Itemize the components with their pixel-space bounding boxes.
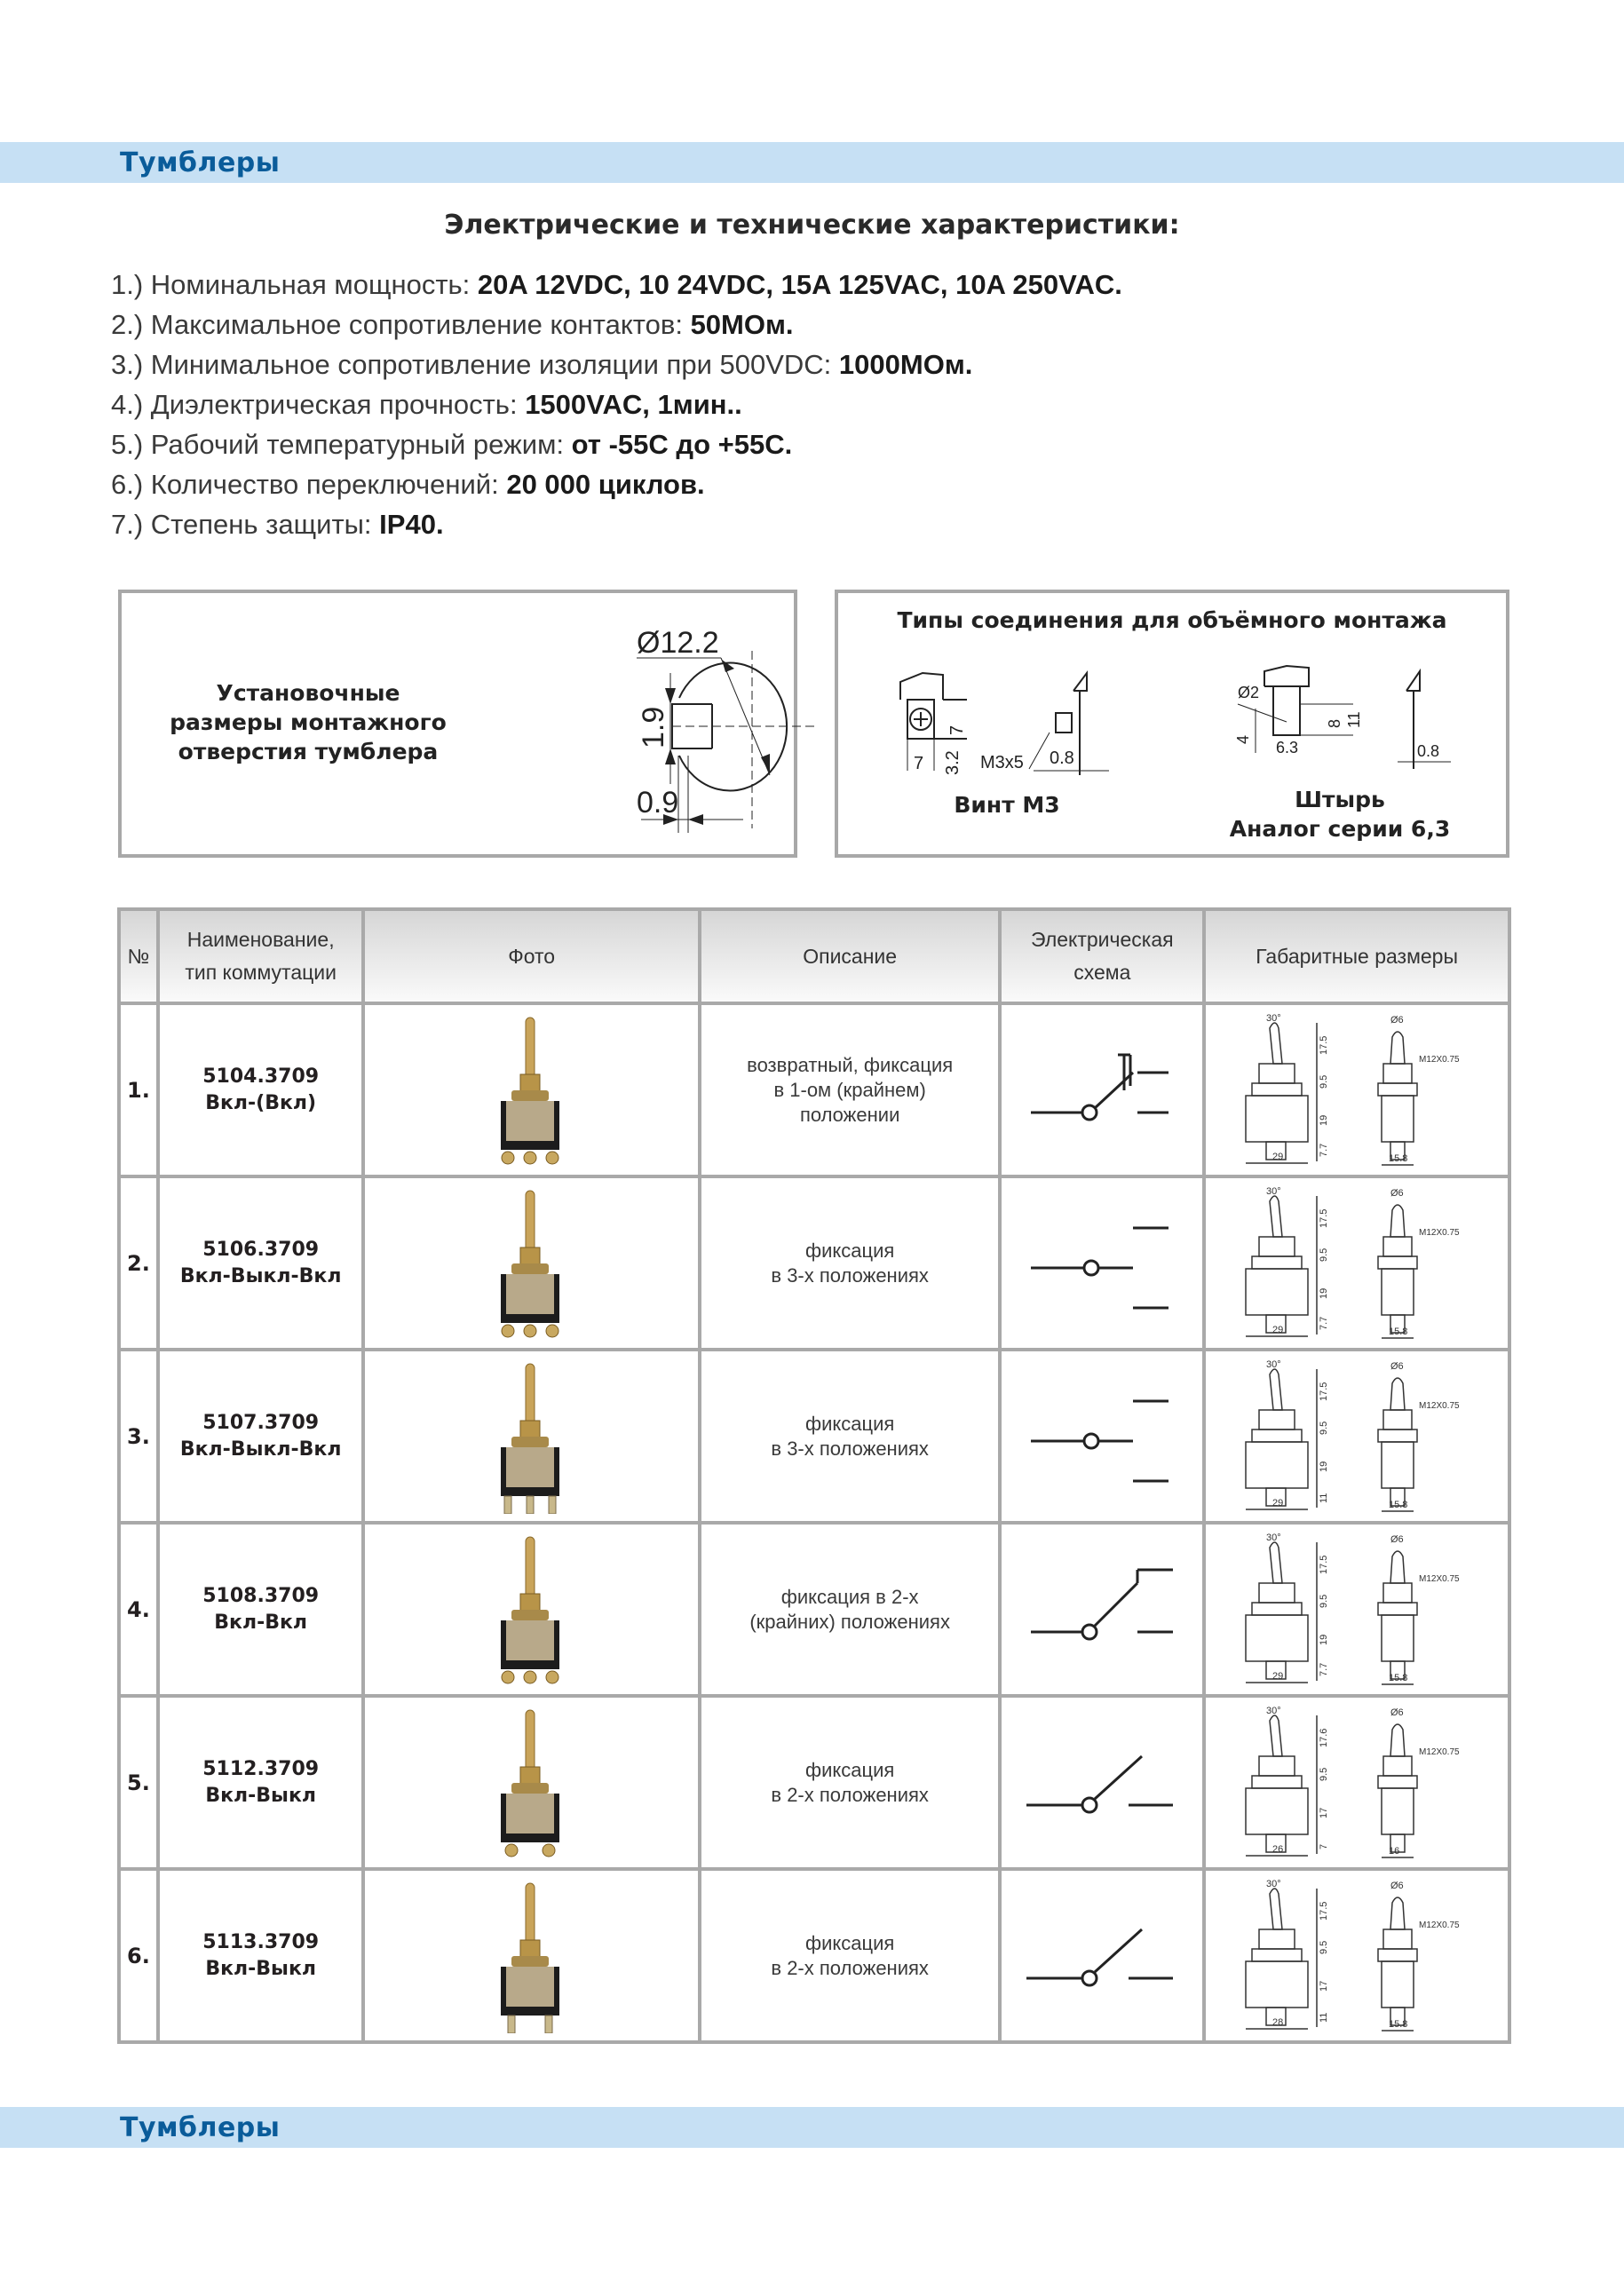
nut — [511, 1437, 549, 1447]
table-row — [119, 1523, 1509, 1696]
bushing-outline — [1383, 1410, 1412, 1430]
lever — [526, 1191, 535, 1253]
row-photo — [363, 1523, 699, 1696]
spec-label: 3.) Минимальное сопротивление изоляции при 500VDC: — [111, 349, 839, 380]
mounting-hole-box — [118, 590, 797, 858]
dim-lever-diameter: Ø6 — [1390, 1880, 1404, 1891]
spec-item — [111, 305, 1122, 345]
screw-terminal — [502, 1325, 514, 1337]
dim-angle: 30° — [1266, 1705, 1281, 1716]
spec-label: 6.) Количество переключений: — [111, 469, 507, 500]
pin-dim-8: 8 — [1326, 718, 1343, 728]
pin-dim-11: 11 — [1345, 711, 1363, 728]
pin-label — [1198, 785, 1482, 843]
dim-angle: 30° — [1266, 1358, 1281, 1370]
screw-terminal — [546, 1325, 558, 1337]
description-line: в 2-х положениях — [771, 1783, 929, 1806]
dim-body-width: 26 — [1272, 1843, 1284, 1855]
row-number: 5. — [119, 1696, 158, 1869]
dim-terminal-height: 11 — [1319, 2012, 1330, 2023]
bushing-outline — [1383, 1756, 1412, 1776]
spec-item — [111, 464, 1122, 504]
nut — [511, 1263, 549, 1274]
dim-side-width: 15.8 — [1389, 1672, 1408, 1683]
toggle-switch-photo — [465, 1878, 598, 2033]
toggle-switch-photo — [465, 1705, 598, 1860]
dim-side-width: 16 — [1389, 1845, 1400, 1857]
body-outline — [1246, 1788, 1308, 1834]
mounting-label-line: Установочные — [216, 680, 400, 706]
col-header-scheme — [1000, 909, 1204, 1003]
nut-outline — [1378, 1776, 1417, 1788]
description-line: фиксация — [805, 1239, 895, 1262]
specs-title: Электрические и технические характеристики: — [444, 210, 1180, 241]
spec-value: 50МОм. — [690, 309, 794, 340]
row-description — [700, 1176, 1001, 1350]
dim-thread: M12X0.75 — [1419, 1920, 1460, 1930]
pin-dim-width: 6.3 — [1276, 739, 1299, 756]
lever-outline — [1390, 1551, 1405, 1583]
pin-label-line1: Штырь — [1295, 787, 1385, 812]
frame — [506, 1794, 554, 1833]
dim-lever-diameter: Ø6 — [1390, 1187, 1404, 1199]
table-row — [119, 1696, 1509, 1869]
dim-lever-height: 17.5 — [1319, 1208, 1330, 1228]
bushing-outline — [1259, 1064, 1295, 1083]
row-dimensions — [1204, 1523, 1509, 1696]
row-description — [700, 1523, 1001, 1696]
nut-outline — [1252, 1256, 1302, 1269]
dim-diameter: Ø12.2 — [637, 626, 719, 660]
nut-outline — [1252, 1776, 1302, 1788]
dim-side-width: 15.8 — [1389, 1152, 1408, 1164]
switch-pivot — [1082, 1798, 1097, 1812]
pin-dim-diameter: Ø2 — [1238, 684, 1260, 701]
product-type: Вкл-Вкл — [214, 1611, 308, 1634]
dim-lever-height: 17.5 — [1319, 1035, 1330, 1055]
switch-pivot — [1084, 1434, 1098, 1448]
product-code: 5112.3709 — [202, 1757, 320, 1780]
body-outline — [1382, 1269, 1414, 1315]
nut-outline — [1252, 1430, 1302, 1442]
body-outline — [1246, 1615, 1308, 1661]
row-dimensions — [1204, 1350, 1509, 1523]
dim-side-width: 15.8 — [1389, 1499, 1408, 1510]
dim-terminal-height: 7.7 — [1319, 1662, 1330, 1676]
circuit-schematic — [1013, 1730, 1191, 1836]
lever — [526, 1537, 535, 1599]
description-line: фиксация — [805, 1931, 895, 1954]
lever-outline — [1390, 1897, 1405, 1929]
row-number: 2. — [119, 1176, 158, 1350]
row-number: 3. — [119, 1350, 158, 1523]
product-code: 5104.3709 — [202, 1065, 320, 1088]
lever-outline — [1270, 1715, 1282, 1756]
dim-body-height: 19 — [1319, 1287, 1330, 1299]
spec-item — [111, 345, 1122, 384]
body-outline — [1382, 1096, 1414, 1142]
section-title: Тумблеры — [120, 2112, 281, 2143]
row-name — [158, 1350, 364, 1523]
description-line: возвратный, фиксация — [747, 1053, 954, 1076]
row-description — [700, 1350, 1001, 1523]
description-line: фиксация в 2-х — [780, 1585, 919, 1608]
dim-thread: M12X0.75 — [1419, 1746, 1460, 1757]
screw-terminal — [524, 1152, 536, 1164]
switch-pivot — [1082, 1971, 1097, 1985]
spec-label: 1.) Номинальная мощность: — [111, 269, 478, 300]
body-outline — [1382, 1788, 1414, 1834]
row-description — [700, 1003, 1001, 1176]
table-row — [119, 1869, 1509, 2042]
row-scheme — [1000, 1869, 1204, 2042]
dim-angle: 30° — [1266, 1878, 1281, 1889]
dim-lever-diameter: Ø6 — [1390, 1360, 1404, 1372]
dim-body-height: 17 — [1319, 1980, 1330, 1992]
dim-angle: 30° — [1266, 1012, 1281, 1024]
dim-body-width: 29 — [1272, 1151, 1284, 1162]
row-photo — [363, 1696, 699, 1869]
dim-thread: M12X0.75 — [1419, 1227, 1460, 1238]
table-row — [119, 1350, 1509, 1523]
product-type: Вкл-Выкл-Вкл — [179, 1264, 342, 1287]
dim-lever-height: 17.5 — [1319, 1901, 1330, 1921]
lever-outline — [1390, 1378, 1405, 1410]
lever-outline — [1270, 1889, 1282, 1929]
description-line: в 3-х положениях — [771, 1437, 929, 1460]
description-line: положении — [799, 1103, 900, 1126]
dim-body-height: 19 — [1319, 1114, 1330, 1126]
screw-terminal — [505, 1844, 518, 1857]
row-description — [700, 1869, 1001, 2042]
dim-body-width: 29 — [1272, 1670, 1284, 1682]
product-type: Вкл-Выкл-Вкл — [179, 1437, 342, 1461]
dim-body-width: 29 — [1272, 1497, 1284, 1509]
row-name — [158, 1696, 364, 1869]
dim-bushing-height: 9.5 — [1319, 1767, 1330, 1781]
nut-outline — [1378, 1603, 1417, 1615]
lever — [526, 1018, 535, 1080]
screw-dim-offset: 3.2 — [943, 750, 963, 775]
switch-arm — [1095, 1073, 1133, 1108]
spec-value: 1000МОм. — [838, 349, 973, 380]
dim-lever-height: 17.5 — [1319, 1382, 1330, 1401]
row-scheme — [1000, 1176, 1204, 1350]
dim-body-height: 19 — [1319, 1634, 1330, 1645]
nut — [511, 1090, 549, 1101]
screw-terminal — [546, 1671, 558, 1683]
connection-title: Типы соединения для объёмного монтажа — [897, 607, 1447, 633]
product-type: Вкл-(Вкл) — [205, 1091, 317, 1114]
dim-terminal-height: 11 — [1319, 1493, 1330, 1503]
lever — [526, 1883, 535, 1945]
row-dimensions — [1204, 1176, 1509, 1350]
dim-thread: M12X0.75 — [1419, 1573, 1460, 1584]
dim-terminal-height: 7.7 — [1319, 1143, 1330, 1157]
screw-dim-height: 7 — [947, 725, 967, 735]
nut-outline — [1252, 1949, 1302, 1961]
row-photo — [363, 1869, 699, 2042]
body-outline — [1382, 1615, 1414, 1661]
screw-dim-width: 7 — [914, 754, 924, 773]
row-name — [158, 1176, 364, 1350]
frame — [506, 1620, 554, 1660]
dim-angle: 30° — [1266, 1185, 1281, 1197]
body-outline — [1246, 1096, 1308, 1142]
spec-label: 5.) Рабочий температурный режим: — [111, 429, 572, 460]
body-outline — [1246, 1442, 1308, 1488]
product-code: 5107.3709 — [202, 1411, 320, 1434]
table-row — [119, 1003, 1509, 1176]
dim-body-height: 19 — [1319, 1461, 1330, 1472]
dim-angle: 30° — [1266, 1532, 1281, 1543]
col-header-name — [158, 909, 364, 1003]
lever-outline — [1270, 1542, 1282, 1583]
dim-lever-height: 17.6 — [1319, 1728, 1330, 1747]
product-type: Вкл-Выкл — [205, 1784, 316, 1807]
header-line: Электрическая — [1031, 928, 1174, 951]
dim-thread: M12X0.75 — [1419, 1400, 1460, 1411]
toggle-switch-photo — [465, 1358, 598, 1514]
screw-terminal — [502, 1152, 514, 1164]
frame — [506, 1447, 554, 1487]
mounting-label-line: размеры монтажного — [170, 709, 447, 735]
dim-bushing-height: 9.5 — [1319, 1247, 1330, 1262]
dim-bushing-height: 9.5 — [1319, 1594, 1330, 1608]
screw-dim-thread: M3x5 — [980, 753, 1024, 772]
row-scheme — [1000, 1003, 1204, 1176]
lever-outline — [1270, 1023, 1282, 1064]
description-line: (крайних) положениях — [749, 1610, 950, 1633]
col-header-dimensions: Габаритные размеры — [1204, 909, 1509, 1003]
connection-types-box — [835, 590, 1509, 858]
nut-outline — [1378, 1430, 1417, 1442]
nut-outline — [1378, 1083, 1417, 1096]
dim-side-width: 15.8 — [1389, 2018, 1408, 2030]
spec-item — [111, 504, 1122, 544]
description-line: в 2-х положениях — [771, 1956, 929, 1979]
spec-item — [111, 265, 1122, 305]
spec-label: 4.) Диэлектрическая прочность: — [111, 389, 526, 420]
row-name — [158, 1523, 364, 1696]
lever-outline — [1270, 1196, 1282, 1237]
body-outline — [1382, 1442, 1414, 1488]
lever-outline — [1390, 1032, 1405, 1064]
body-outline — [1246, 1269, 1308, 1315]
mounting-hole-label — [157, 678, 459, 766]
bushing-outline — [1259, 1583, 1295, 1603]
dim-lever-diameter: Ø6 — [1390, 1707, 1404, 1718]
row-description — [700, 1696, 1001, 1869]
dim-side-width: 15.8 — [1389, 1326, 1408, 1337]
screw-terminal — [524, 1325, 536, 1337]
screw-label: Винт М3 — [954, 792, 1060, 818]
screw-terminal — [543, 1844, 555, 1857]
lever-outline — [1390, 1205, 1405, 1237]
dim-offset: 0.9 — [637, 786, 679, 820]
mounting-label-line: отверстия тумблера — [178, 739, 439, 764]
bushing-outline — [1383, 1064, 1412, 1083]
dim-lever-height: 17.5 — [1319, 1555, 1330, 1574]
nut-outline — [1252, 1603, 1302, 1615]
frame — [506, 1274, 554, 1314]
body-outline — [1246, 1961, 1308, 2008]
section-title: Тумблеры — [120, 147, 281, 178]
screw-dim-thickness: 0.8 — [1050, 748, 1074, 768]
row-photo — [363, 1003, 699, 1176]
switch-arm — [1095, 1583, 1137, 1626]
switch-pivot — [1082, 1625, 1097, 1639]
frame — [506, 1967, 554, 2007]
spec-value: от -55С до +55С. — [571, 429, 793, 460]
dim-bushing-height: 9.5 — [1319, 1940, 1330, 1954]
spec-item — [111, 384, 1122, 424]
dim-thread: M12X0.75 — [1419, 1054, 1460, 1065]
dimension-drawing — [1224, 1010, 1490, 1170]
screw-terminal — [546, 1152, 558, 1164]
body-outline — [1382, 1961, 1414, 2008]
dimension-drawing — [1224, 1357, 1490, 1517]
dim-body-height: 17 — [1319, 1807, 1330, 1818]
frame — [506, 1101, 554, 1141]
mounting-hole-drawing — [495, 606, 814, 846]
bushing-outline — [1383, 1929, 1412, 1949]
dim-body-width: 28 — [1272, 2016, 1284, 2028]
screw-terminal — [502, 1671, 514, 1683]
bushing-outline — [1259, 1237, 1295, 1256]
circuit-schematic — [1013, 1037, 1191, 1144]
nut — [511, 1610, 549, 1620]
col-header-description: Описание — [700, 909, 1001, 1003]
toggle-switch-photo — [465, 1012, 598, 1168]
specs-list — [111, 265, 1122, 544]
row-scheme — [1000, 1523, 1204, 1696]
bushing-outline — [1383, 1583, 1412, 1603]
col-header-number: № — [119, 909, 158, 1003]
pin-dim-hole: 4 — [1234, 734, 1252, 744]
header-band — [0, 142, 1624, 183]
circuit-schematic — [1013, 1903, 1191, 2009]
description-line: в 1-ом (крайнем) — [773, 1078, 926, 1101]
table-row — [119, 1176, 1509, 1350]
spec-value: 20 000 циклов. — [506, 469, 705, 500]
bushing-outline — [1383, 1237, 1412, 1256]
pin-label-line2: Аналог серии 6,3 — [1229, 816, 1451, 842]
toggle-switch-photo — [465, 1532, 598, 1687]
dimension-drawing — [1224, 1184, 1490, 1343]
lever-outline — [1390, 1724, 1405, 1756]
toggle-switch-photo — [465, 1185, 598, 1341]
pin-dim-thickness: 0.8 — [1417, 742, 1440, 760]
row-photo — [363, 1350, 699, 1523]
product-code: 5113.3709 — [202, 1930, 320, 1953]
table-header-row — [119, 909, 1509, 1003]
spec-value: IP40. — [379, 509, 444, 540]
pin-terminal — [508, 2016, 515, 2033]
spec-value: 20A 12VDC, 10 24VDC, 15A 125VAC, 10A 250VAC. — [477, 269, 1122, 300]
pin-terminal-drawing — [1229, 655, 1460, 780]
row-number: 6. — [119, 1869, 158, 2042]
dim-height: 1.9 — [637, 706, 670, 748]
product-code: 5106.3709 — [202, 1238, 320, 1261]
row-number: 4. — [119, 1523, 158, 1696]
circuit-schematic — [1013, 1210, 1191, 1317]
dimension-drawing — [1224, 1530, 1490, 1690]
spec-item — [111, 424, 1122, 464]
dimension-drawing — [1224, 1703, 1490, 1863]
footer-band — [0, 2107, 1624, 2148]
dim-lever-diameter: Ø6 — [1390, 1533, 1404, 1545]
dim-terminal-height: 7.7 — [1319, 1316, 1330, 1330]
dim-lever-diameter: Ø6 — [1390, 1014, 1404, 1026]
screw-terminal — [524, 1671, 536, 1683]
row-name — [158, 1869, 364, 2042]
spec-label: 2.) Максимальное сопротивление контактов: — [111, 309, 691, 340]
spec-value: 1500VAC, 1мин.. — [525, 389, 742, 420]
circuit-schematic — [1013, 1383, 1191, 1490]
pin-terminal — [549, 1496, 556, 1514]
row-name — [158, 1003, 364, 1176]
row-number: 1. — [119, 1003, 158, 1176]
lever — [526, 1710, 535, 1772]
header-line: схема — [1073, 961, 1131, 984]
dim-bushing-height: 9.5 — [1319, 1074, 1330, 1089]
pin-terminal — [527, 1496, 534, 1514]
switch-pivot — [1084, 1261, 1098, 1275]
dim-body-width: 29 — [1272, 1324, 1284, 1335]
spec-label: 7.) Степень защиты: — [111, 509, 380, 540]
dim-terminal-height: 7 — [1319, 1843, 1330, 1849]
row-dimensions — [1204, 1696, 1509, 1869]
switch-arm — [1095, 1929, 1142, 1972]
lever-outline — [1270, 1369, 1282, 1410]
product-type: Вкл-Выкл — [205, 1957, 316, 1980]
description-line: фиксация — [805, 1758, 895, 1781]
nut — [511, 1783, 549, 1794]
bushing-outline — [1259, 1756, 1295, 1776]
header-line: тип коммутации — [185, 961, 337, 984]
lever — [526, 1364, 535, 1426]
circuit-schematic — [1013, 1556, 1191, 1663]
header-line: Наименование, — [186, 928, 335, 951]
row-scheme — [1000, 1350, 1204, 1523]
col-header-photo: Фото — [363, 909, 699, 1003]
toggle-switch-table — [117, 907, 1511, 2044]
switch-arm — [1095, 1756, 1142, 1799]
row-dimensions — [1204, 1869, 1509, 2042]
row-scheme — [1000, 1696, 1204, 1869]
nut-outline — [1378, 1256, 1417, 1269]
nut — [511, 1956, 549, 1967]
dim-bushing-height: 9.5 — [1319, 1421, 1330, 1435]
dimension-drawing — [1224, 1876, 1490, 2036]
product-code: 5108.3709 — [202, 1584, 320, 1607]
row-dimensions — [1204, 1003, 1509, 1176]
description-line: фиксация — [805, 1412, 895, 1435]
description-line: в 3-х положениях — [771, 1263, 929, 1287]
bushing-outline — [1259, 1929, 1295, 1949]
row-photo — [363, 1176, 699, 1350]
nut-outline — [1252, 1083, 1302, 1096]
pin-terminal — [545, 2016, 552, 2033]
nut-outline — [1378, 1949, 1417, 1961]
bushing-outline — [1259, 1410, 1295, 1430]
pin-terminal — [504, 1496, 511, 1514]
screw-terminal-drawing — [891, 664, 1113, 780]
